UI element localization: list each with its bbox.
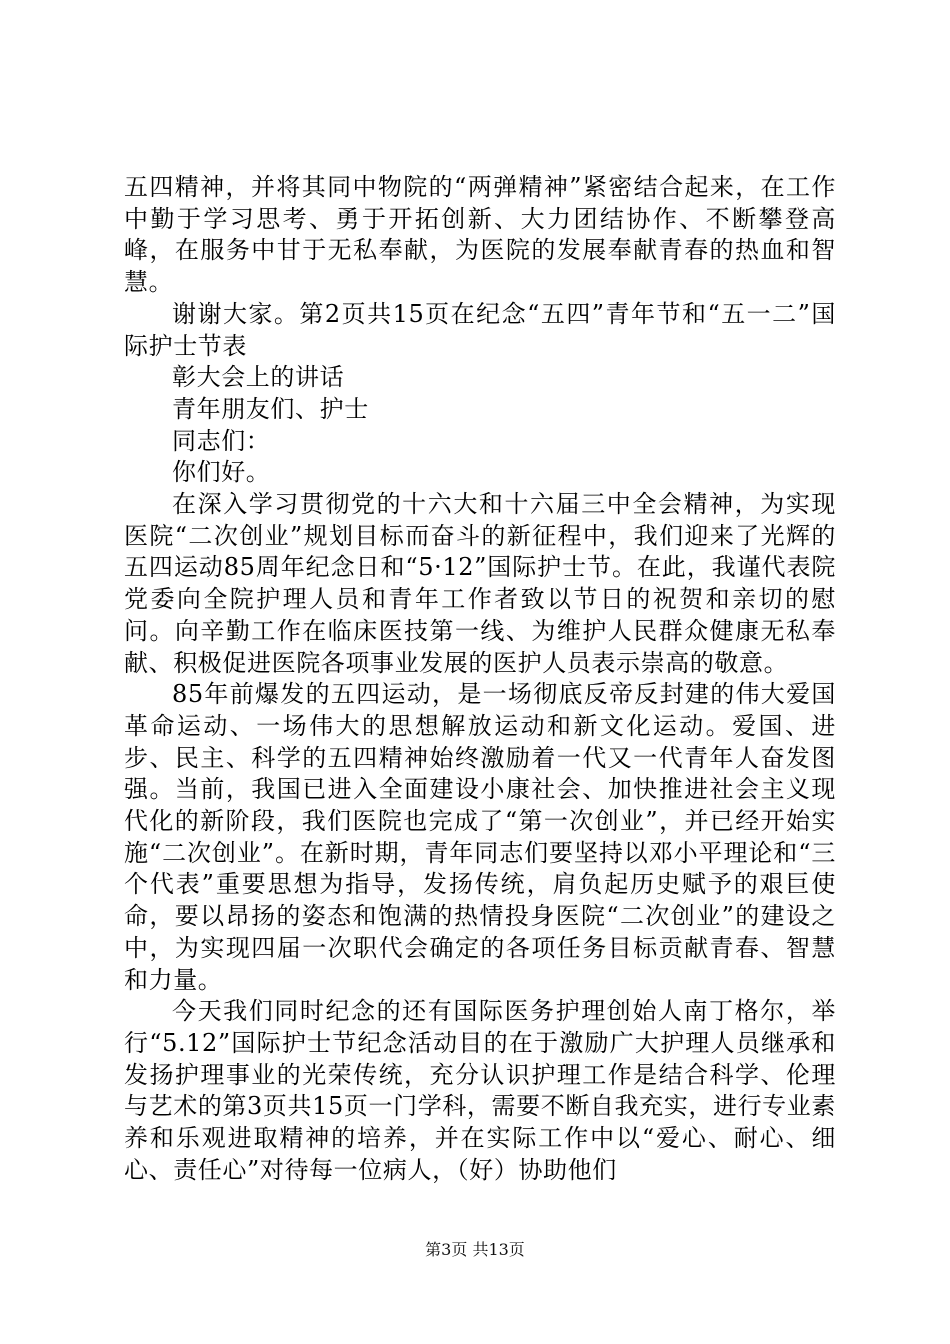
paragraph-1: 五四精神，并将其同中物院的“两弹精神”紧密结合起来，在工作中勤于学习思考、勇于开拓创新、大力团结协作、不断攀登高峰，在服务中甘于无私奉献，为医院的发展奉献青春的热血和智慧。 [124,173,836,297]
paragraph-7: 在深入学习贯彻党的十六大和十六届三中全会精神，为实现医院“二次创业”规划目标而奋斗的新征程中，我们迎来了光辉的五四运动85周年纪念日和“5·12”国际护士节。在此，我谨代表院党委向全院护理人员和青年工作者致以节日的祝贺和亲切的慰问。向辛勤工作在临床医技第一线、为维护人民群众健康无私奉献、积极促进医院各项事业发展的医护人员表示崇高的敬意。 [124,490,836,677]
paragraph-9: 今天我们同时纪念的还有国际医务护理创始人南丁格尔，举行“5.12”国际护士节纪念活动目的在于激励广大护理人员继承和发扬护理事业的光荣传统，充分认识护理工作是结合科学、伦理与艺术的第3页共15页一门学科，需要不断自我充实，进行专业素养和乐观进取精神的培养，并在实际工作中以“爱心、耐心、细心、责任心”对待每一位病人，（好）协助他们 [124,997,836,1184]
paragraph-5: 同志们： [172,426,271,455]
paragraph-2: 谢谢大家。第2页共15页在纪念“五四”青年节和“五一二”国际护士节表 [124,299,836,360]
document-body [124,172,836,1187]
page-footer: 第3页 共13页 [425,1240,525,1259]
paragraph-3: 彰大会上的讲话 [172,363,345,392]
paragraph-4: 青年朋友们、护士 [172,394,369,423]
paragraph-8: 85年前爆发的五四运动，是一场彻底反帝反封建的伟大爱国革命运动、一场伟大的思想解放运动和新文化运动。爱国、进步、民主、科学的五四精神始终激励着一代又一代青年人奋发图强。当前，我国已进入全面建设小康社会、加快推进社会主义现代化的新阶段，我们医院也完成了“第一次创业”，并已经开始实施“二次创业”。在新时期，青年同志们要坚持以邓小平理论和“三个代表”重要思想为指导，发扬传统，肩负起历史赋予的艰巨使命，要以昂扬的姿态和饱满的热情投身医院“二次创业”的建设之中，为实现四届一次职代会确定的各项任务目标贡献青春、智慧和力量。 [124,680,836,994]
paragraph-6: 你们好。 [172,458,271,487]
